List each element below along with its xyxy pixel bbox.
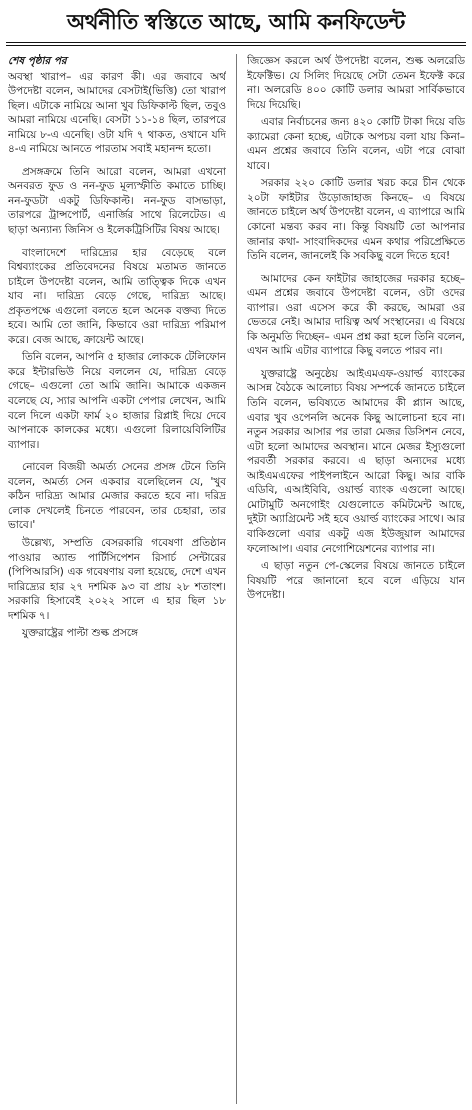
paragraph: নোবেল বিজয়ী অমর্ত্য সেনের প্রসঙ্গ টেনে তিনি বলেন, অমর্ত্য সেন একবার বলেছিলেন যে, 'খুব কঠিন দারিদ্র্য আমার মেজার করতে হবে না। দরিদ্র লোক দেখলেই চিনতে পারবেন, তার চেহারা, তার ভাবে।'	[8, 461, 226, 532]
article-column-left	[8, 54, 226, 1106]
continuation-kicker: শেষ পৃষ্ঠার পর	[8, 55, 67, 67]
paragraph: জিজ্ঞেস করলে অর্থ উপদেষ্টা বলেন, শুল্ক অলরেডি ইফেক্টিভ। যে সিলিং দিয়েছে সেটা তেমন ইফেক্ট করে না। অলরেডি ৪০০ কোটি ডলার আমরা সার্বিকভাবে দিয়ে দিয়েছি।	[247, 55, 465, 111]
paragraph: সরকার ২২০ কোটি ডলার খরচ করে চীন থেকে ২০টা ফাইটার উড়োজাহাজ কিনছে– এ বিষয়ে জানতে চাইলে অর্থ উপদেষ্টা বলেন, এ ব্যাপারে আমি কোনো মন্তব্য করব না। কিন্তু বিষয়টি তো আপনার জানার কথা- সাংবাদিকদের এমন কথার পরিপ্রেক্ষিতে তিনি বলেন, জানলেই কি সবকিছু বলে দিতে হবে!	[247, 177, 465, 263]
paragraph: তিনি বলেন, আপনি ৫ হাজার লোককে টেলিফোন করে ইন্টারভিউ নিয়ে বললেন যে, দারিদ্র্য বেড়ে গেছে– এগুলো তো আমি জানি। আমাকে একজন বলেছে যে, স্যার আপনি একটা পেপার লেখেন, আমি বলে দিলে একটা ফার্ম ২০ হাজার রিপ্লাই দিয়ে দেবে আপনাকে কালকের মধ্যে। এগুলো রিলায়েবিলিটির ব্যাপার।	[8, 351, 226, 451]
headline-divider-bottom	[6, 45, 466, 46]
paragraph: আমাদের কেন ফাইটার জাহাজের দরকার হচ্ছে– এমন প্রশ্নের জবাবে উপদেষ্টা বলেন, ওটা ওদের ব্যাপার। ওরা এসেস করে কী করছে, আমরা ওর ভেতরে নেই। আমার দায়িত্ব অর্থ সংস্থানের। এ বিষয়ে কি অনুমতি দিচ্ছেন– এমন প্রশ্ন করা হলে তিনি বলেন, এখন আমি এটার ব্যাপারে কিছু বলতে পারব না।	[247, 272, 465, 358]
paragraph: বাংলাদেশে দারিদ্র্যের হার বেড়েছে বলে বিশ্বব্যাংকের প্রতিবেদনের বিষয়ে মতামত জানতে চাইলে উপদেষ্টা বলেন, আমি তাত্ত্বিক দিকে এখন যাব না। দারিদ্র্য বেড়ে গেছে, দারিদ্র্য আছে। প্রকৃতপক্ষে এগুলো বলতে হলে অনেক বক্তব্য দিতে হবে। আমি তো জানি, কিভাবে ওরা দারিদ্র্য পরিমাপ করে। বেজ আছে, ক্রায়েন্ট আছে।	[8, 246, 226, 346]
paragraph: প্রসঙ্গক্রমে তিনি আরো বলেন, আমরা এখনো অনবরত ফুড ও নন-ফুড মূল্যস্ফীতি কমাতে চাচ্ছি। নন-ফুডটা একটু ডিফিকাল্ট। নন-ফুড বাসভাড়া, তারপরে ট্রান্সপোর্ট, এনার্জির সাথে রিলেটেড। এ ছাড়া অন্যান্য জিনিস ও ইলেকট্রিসিটির বিষয় আছে।	[8, 165, 226, 237]
column-divider	[236, 54, 237, 1104]
paragraph: যুক্তরাষ্ট্রে অনুষ্ঠেয় আইএমএফ-ওয়ার্ল্ড ব্যাংকের আসন্ন বৈঠকে আলোচ্য বিষয় সম্পর্কে জানতে চাইলে তিনি বলেন, ভবিষ্যতে আমাদের কী প্ল্যান আছে, এবার খুব ওপেনলি অনেক কিছু আলোচনা হবে না। নতুন সরকার আসার পর তারা মেজর ডিসিশন নেবে, এটা হলো আমাদের অবস্থান। মানে মেজর ইস্যুগুলো পরবর্তী সরকার করবে। এ ছাড়া অন্যদের মধ্যে আইএমএফের পাইপলাইনে আরো কিছু। আর বাকি এডিবি, এআইবিবি, ওয়ার্ল্ড ব্যাংক এগুলো আছে। মোটামুটি অনগোইং যেগুলোতে কমিটমেন্ট আছে, দুইটা অ্যাগ্রিমেন্ট সই হবে ওয়ার্ল্ড ব্যাংকের সাথে। আর বাকিগুলো এবার একটু এজ ইউজুয়াল আমাদের ফলোআপ। এবার নেগোশিয়েশনের ব্যাপার না।	[247, 367, 465, 555]
paragraph: এবার নির্বাচনের জন্য ৪২০ কোটি টাকা দিয়ে বডি ক্যামেরা কেনা হচ্ছে, এটাকে অপচয় বলা যায় কিনা–এমন প্রশ্নের জবাবে তিনি বলেন, এটা পরে বোঝা যাবে।	[247, 116, 465, 172]
article-column-right	[247, 54, 465, 1106]
paragraph: অবস্থা খারাপ– এর কারণ কী। এর জবাবে অর্থ উপদেষ্টা বলেন, আমাদের বেসটাই(ভিত্তি) তো খারাপ ছিল। এটাকে নামিয়ে আনা খুব ডিফিকাল্ট ছিল, তবুও আমরা নামিয়ে এনেছি। বেসটা ১১-১৪ ছিল, তারপরে নামিয়ে ৮-এ এনেছি। ওটা যদি ৭ থাকত, ওখানে যদি ৪-এ নামিয়ে আনতে পারতাম সবাই মহানন্দ হতো।	[8, 70, 226, 156]
paragraph: এ ছাড়া নতুন পে-স্কেলের বিষয়ে জানতে চাইলে বিষয়টি পরে জানানো হবে বলে এড়িয়ে যান উপদেষ্টা।	[247, 560, 465, 602]
paragraph: উল্লেখ্য, সম্প্রতি বেসরকারি গবেষণা প্রতিষ্ঠান পাওয়ার অ্যান্ড পার্টিসিপেশন রিসার্চ সেন্টারের (পিপিআরসি) এক গবেষণায় বলা হয়েছে, দেশে এখন দারিদ্র্যের হার ২৭ দশমিক ৯৩ বা প্রায় ২৮ শতাংশ। সরকারি হিসাবেই ২০২২ সালে এ হার ছিল ১৮ দশমিক ৭।	[8, 536, 226, 622]
article-headline: অর্থনীতি স্বস্তিতে আছে, আমি কনফিডেন্ট	[67, 10, 405, 34]
headline-divider-top	[6, 42, 466, 43]
paragraph: যুক্তরাষ্ট্রের পাল্টা শুল্ক প্রসঙ্গে	[22, 627, 138, 640]
